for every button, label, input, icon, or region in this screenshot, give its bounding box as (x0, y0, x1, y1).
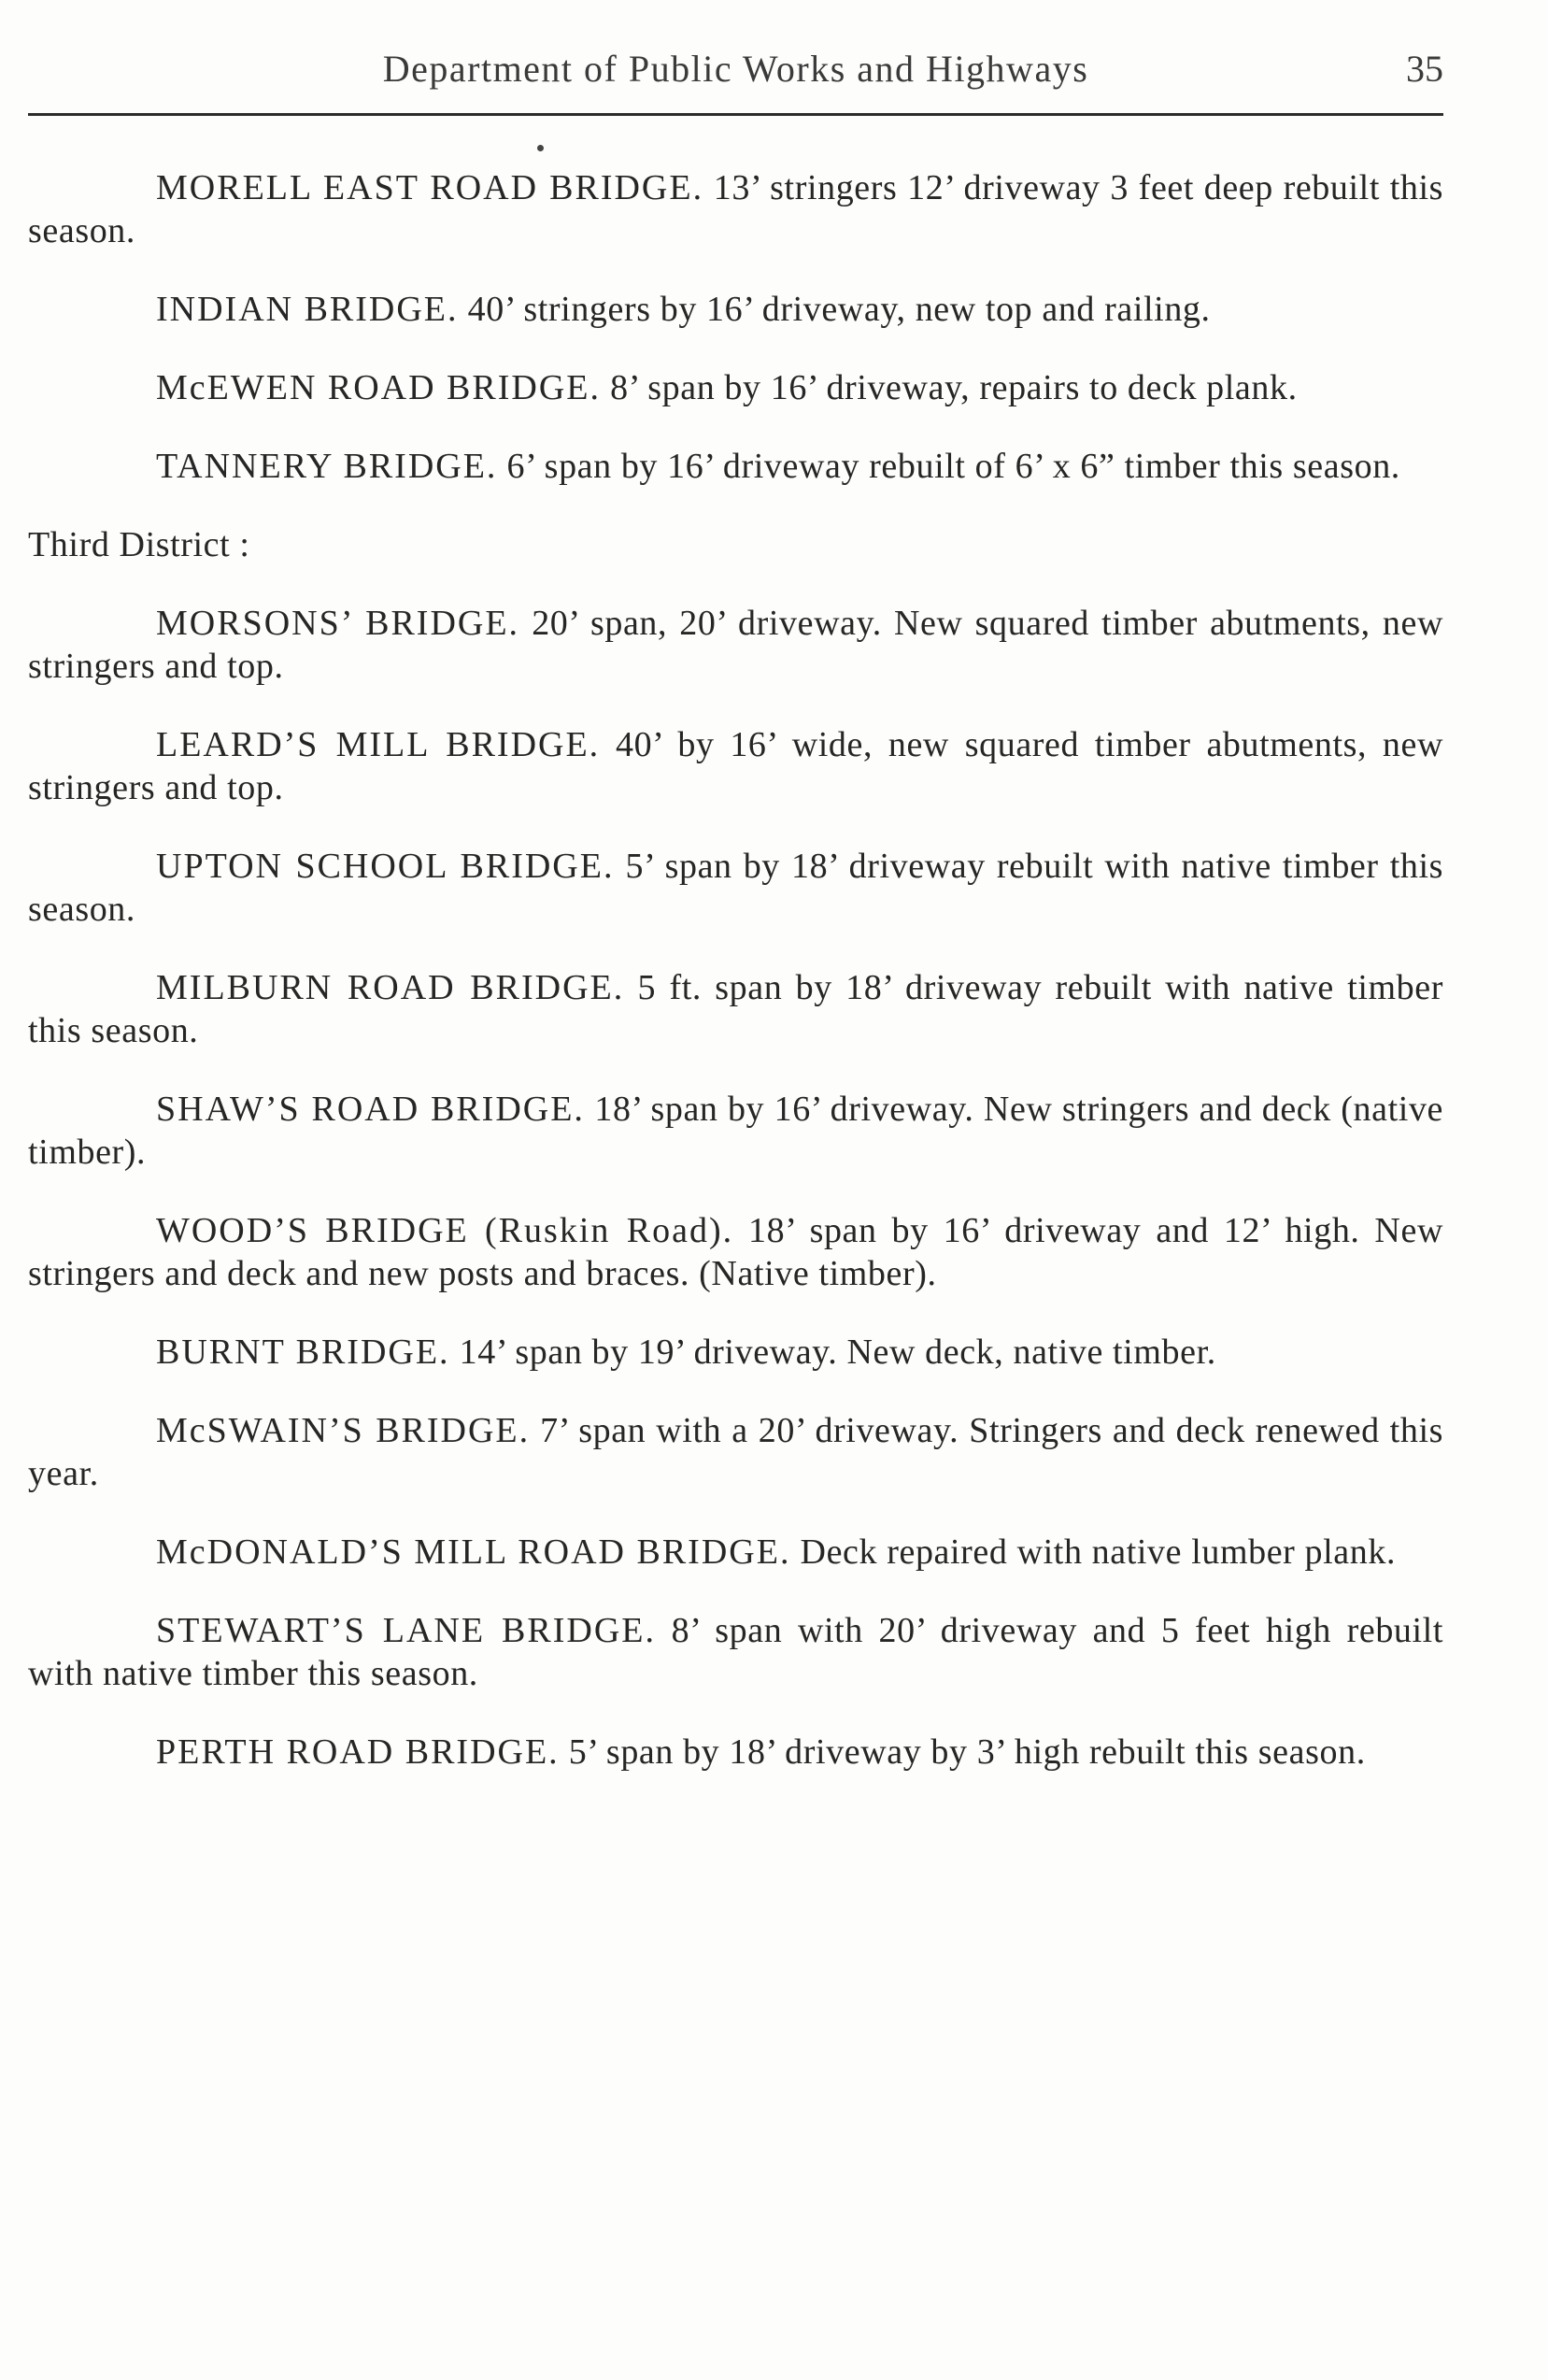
bridge-entry (28, 723, 1443, 809)
bridge-name: SHAW’S ROAD BRIDGE. (156, 1090, 585, 1129)
bridge-description: Deck repaired with native lumber plank. (800, 1532, 1397, 1572)
bridge-name: McSWAIN’S BRIDGE. (156, 1411, 531, 1450)
bridge-entry (28, 166, 1443, 252)
bridge-name: MILBURN ROAD BRIDGE. (156, 968, 625, 1007)
bridge-name: LEARD’S MILL BRIDGE. (156, 725, 601, 764)
bridge-name: BURNT BRIDGE. (156, 1333, 450, 1372)
bridge-description: 13’ stringers 12’ driveway 3 feet deep rebuilt this season. (28, 168, 1443, 250)
bridge-name: MORSONS’ BRIDGE. (156, 604, 520, 643)
bridge-description: 5’ span by 18’ driveway by 3’ high rebuilt this season. (568, 1732, 1366, 1772)
bridge-entry (28, 966, 1443, 1052)
bridge-entry (28, 845, 1443, 931)
running-head (28, 47, 1443, 107)
bridge-name: MORELL EAST ROAD BRIDGE. (156, 168, 704, 207)
bridge-description: 20’ span, 20’ driveway. New squared timber abutments, new stringers and top. (28, 604, 1443, 686)
bridge-entry (28, 1531, 1443, 1574)
bridge-entry (28, 1088, 1443, 1174)
header-rule (28, 113, 1443, 116)
bridge-description: 18’ span by 16’ driveway. New stringers and deck (native timber). (28, 1090, 1444, 1172)
district-heading: Third District : (28, 525, 250, 564)
bridge-name: McEWEN ROAD BRIDGE. (156, 368, 602, 407)
bridge-entry (28, 1209, 1443, 1295)
bridge-name: INDIAN BRIDGE. (156, 290, 459, 329)
bridge-name: PERTH ROAD BRIDGE. (156, 1732, 560, 1772)
bridge-entry (28, 1731, 1443, 1774)
bridge-description: 14’ span by 19’ driveway. New deck, native timber. (459, 1333, 1216, 1372)
bridge-name: McDONALD’S MILL ROAD BRIDGE. (156, 1532, 791, 1572)
bridge-description: 40’ by 16’ wide, new squared timber abutments, new stringers and top. (28, 725, 1444, 807)
bridge-name: UPTON SCHOOL BRIDGE. (156, 847, 615, 886)
bridge-entry (28, 1609, 1443, 1695)
bridge-description: 8’ span with 20’ driveway and 5 feet high rebuilt with native timber this season. (28, 1611, 1443, 1693)
bridge-entry (28, 1331, 1443, 1374)
page-number: 35 (1406, 48, 1443, 90)
print-speck (537, 145, 544, 151)
bridge-description: 8’ span by 16’ driveway, repairs to deck plank. (610, 368, 1298, 407)
bridge-description: 5 ft. span by 18’ driveway rebuilt with native timber this season. (28, 968, 1443, 1050)
bridge-description: 40’ stringers by 16’ driveway, new top and railing. (467, 290, 1211, 329)
bridge-entry (28, 445, 1443, 488)
bridge-description: 5’ span by 18’ driveway rebuilt with native timber this season. (28, 847, 1443, 929)
body-text (28, 166, 1443, 1774)
bridge-description: 6’ span by 16’ driveway rebuilt of 6’ x 6” timber this season. (506, 447, 1400, 486)
bridge-description: 7’ span with a 20’ driveway. Stringers and deck renewed this year. (28, 1411, 1443, 1493)
bridge-name: WOOD’S BRIDGE (Ruskin Road). (156, 1211, 734, 1250)
bridge-description: 18’ span by 16’ driveway and 12’ high. New stringers and deck and new posts and braces. (Native timber). (28, 1211, 1443, 1293)
bridge-entry (28, 602, 1443, 688)
running-head-title: Department of Public Works and Highways (382, 48, 1089, 90)
bridge-entry (28, 1409, 1443, 1495)
bridge-name: STEWART’S LANE BRIDGE. (156, 1611, 656, 1650)
bridge-entry (28, 288, 1443, 331)
bridge-entry (28, 366, 1443, 409)
bridge-name: TANNERY BRIDGE. (156, 447, 498, 486)
